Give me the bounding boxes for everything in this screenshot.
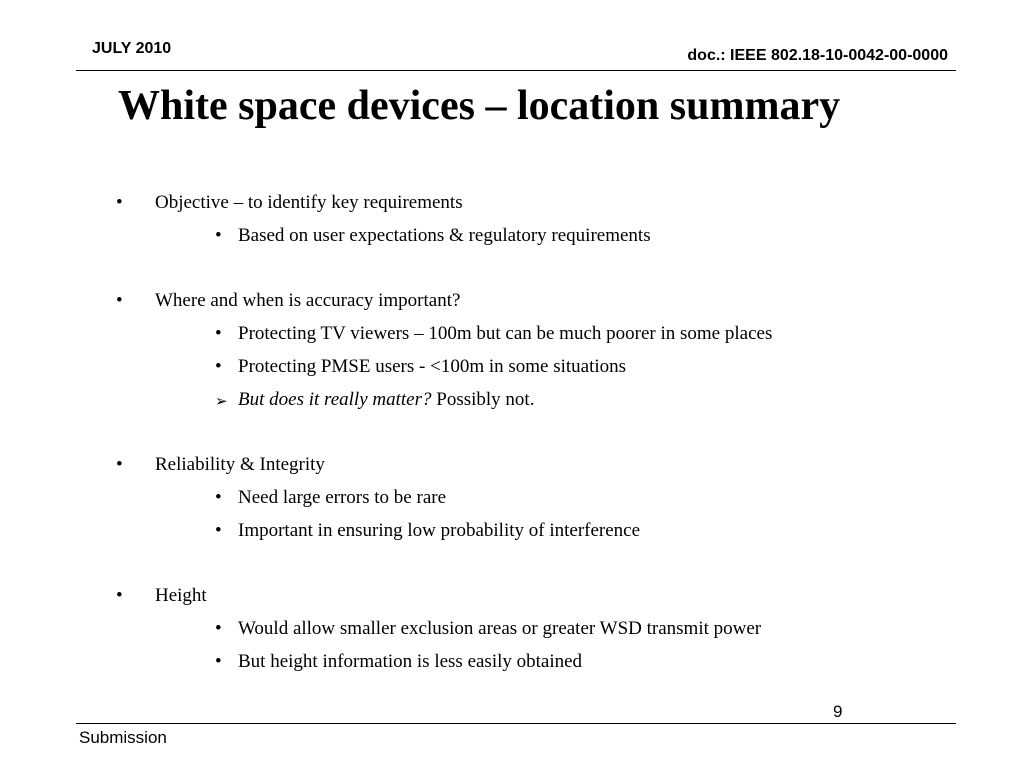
sub-bullet-marker: • (215, 520, 222, 541)
bullet-text: Objective – to identify key requirements (155, 192, 463, 213)
header-divider (76, 70, 956, 71)
footer-divider (76, 723, 956, 724)
sub-bullet-text: But height information is less easily obtained (238, 651, 583, 672)
slide-title: White space devices – location summary (118, 83, 841, 129)
sub-bullet-marker: • (215, 618, 222, 639)
bullet-text: Height (155, 585, 207, 606)
bullet-text: Where and when is accuracy important? (155, 290, 461, 311)
arrow-marker-icon: ➢ (215, 392, 228, 410)
bullet-marker: • (116, 192, 123, 213)
sub-bullet-marker: • (215, 323, 222, 344)
sub-bullet-marker: • (215, 487, 222, 508)
footer-submission-label: Submission (79, 728, 167, 747)
sub-bullet-text: Protecting PMSE users - <100m in some situations (238, 356, 627, 377)
header-date: JULY 2010 (92, 40, 172, 57)
sub-bullet-marker: • (215, 651, 222, 672)
sub-bullet-text: Important in ensuring low probability of interference (238, 520, 641, 541)
bullet-marker: • (116, 454, 123, 475)
header-document-id: doc.: IEEE 802.18-10-0042-00-0000 (687, 47, 948, 64)
sub-bullet-marker: • (215, 356, 222, 377)
arrow-italic-text: But does it really matter? (238, 389, 432, 410)
arrow-sub-bullet-text (238, 388, 534, 412)
arrow-plain-text: Possibly not. (431, 389, 535, 410)
bullet-text: Reliability & Integrity (155, 454, 325, 475)
sub-bullet-text: Would allow smaller exclusion areas or greater WSD transmit power (238, 618, 762, 639)
bullet-marker: • (116, 290, 123, 311)
page-number: 9 (833, 702, 843, 721)
sub-bullet-text: Need large errors to be rare (238, 487, 447, 508)
sub-bullet-text: Protecting TV viewers – 100m but can be much poorer in some places (238, 323, 773, 344)
sub-bullet-marker: • (215, 225, 222, 246)
bullet-marker: • (116, 585, 123, 606)
sub-bullet-text: Based on user expectations & regulatory requirements (238, 225, 651, 246)
